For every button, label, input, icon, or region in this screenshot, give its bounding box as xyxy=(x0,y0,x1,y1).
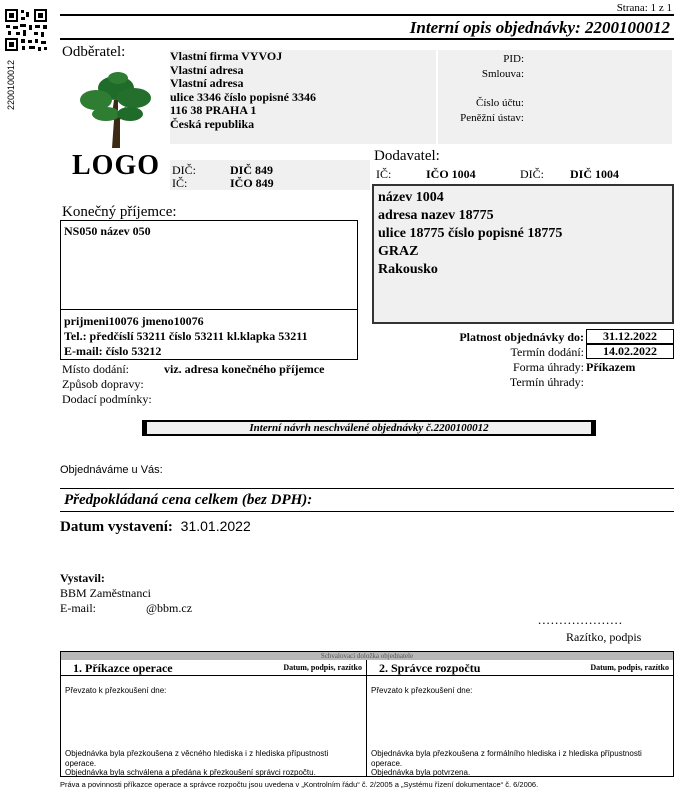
supplier-line: adresa nazev 18775 xyxy=(378,208,494,223)
validity-label: Platnost objednávky do: xyxy=(459,330,584,344)
customer-line: Vlastní adresa xyxy=(170,76,244,90)
stamp-label: Razítko, podpis xyxy=(566,630,642,644)
payment-due-label: Termín úhrady: xyxy=(509,375,584,389)
supplier-label: Dodavatel: xyxy=(374,148,440,164)
approval-col2-body: Převzato k přezkoušení dne: Objednávka byla přezkoušena z formálního hlediska i z hlediska přípustnosti operace. Objednávka byla potvrzena. xyxy=(371,686,642,777)
internal-note-box xyxy=(142,420,596,436)
customer-address xyxy=(170,50,436,144)
title-bar xyxy=(60,14,674,40)
order-intro: Objednáváme u Vás: xyxy=(60,464,163,476)
validity-value: 31.12.2022 xyxy=(586,329,674,344)
stamp-dots: .................... xyxy=(538,612,623,627)
supplier-line: GRAZ xyxy=(378,244,419,259)
issuer-label: Vystavil: xyxy=(60,571,105,585)
approval-col2-title-row: 2. Správce rozpočtu Datum, podpis, razítko xyxy=(367,660,673,676)
bank-label: Peněžní ústav: xyxy=(460,112,524,124)
qr-side-number: 2200100012 xyxy=(6,59,16,110)
transport-label: Způsob dopravy: xyxy=(62,377,144,391)
conditions-label: Dodací podmínky: xyxy=(62,392,152,406)
estimated-price-bar xyxy=(60,488,674,512)
recipient-tel: Tel.: předčíslí 53211 číslo 53211 kl.klapka 53211 xyxy=(64,329,308,343)
customer-line: Česká republika xyxy=(170,116,255,131)
approval-header: Schvalovací doložka objednatele xyxy=(61,652,673,660)
qr-code xyxy=(4,8,48,52)
supplier-line: ulice 18775 číslo popisné 18775 xyxy=(378,226,563,241)
contract-label: Smlouva: xyxy=(481,68,524,80)
customer-line: 116 38 PRAHA 1 xyxy=(170,103,257,117)
logo-text: LOGO xyxy=(72,150,161,181)
payment-label: Forma úhrady: xyxy=(513,360,584,374)
delivery-place-label: Místo dodání: xyxy=(62,362,130,376)
customer-line: ulice 3346 číslo popisné 3346 xyxy=(170,89,317,104)
recipient-divider xyxy=(61,309,357,310)
approval-footer: Práva a povinnosti příkazce operace a správce rozpočtu jsou uvedena v „Kontrolním řádu“ č. 2/2005 a „Systému řízení dokumentace“ č. 6/2006. xyxy=(60,780,539,789)
recipient-name: NS050 název 050 xyxy=(64,224,151,238)
issue-date: Datum vystavení: 31.01.2022 xyxy=(60,518,251,535)
estimated-price-label: Předpokládaná cena celkem (bez DPH): xyxy=(64,492,313,508)
approval-table xyxy=(60,651,674,777)
account-label: Číslo účtu: xyxy=(476,97,524,109)
supplier-address-box xyxy=(372,184,674,324)
customer-line: Vlastní firma VYVOJ xyxy=(170,49,283,63)
issuer-email-label: E-mail: xyxy=(60,601,96,615)
payment-value: Příkazem xyxy=(586,360,636,374)
recipient-box xyxy=(60,220,358,360)
supplier-tax-ids: IČ: IČO 1004 DIČ: DIČ 1004 xyxy=(376,167,620,181)
recipient-contact: prijmeni10076 jmeno10076 xyxy=(64,314,204,328)
tree-logo-icon xyxy=(76,70,154,150)
recipient-label: Konečný příjemce: xyxy=(62,204,177,220)
recipient-email: E-mail: číslo 53212 xyxy=(64,344,162,358)
supplier-line: Rakousko xyxy=(378,262,438,277)
internal-note: Interní návrh neschválené objednávky č.2200100012 xyxy=(249,422,489,434)
customer-label: Odběratel: xyxy=(62,44,126,60)
approval-col1-body: Převzato k přezkoušení dne: Objednávka byla přezkoušena z věcného hlediska i z hlediska přípustnosti operace. Objednávka byla schválena a předána k přezkoušení správci rozpočtu. xyxy=(61,676,367,776)
issuer-name: BBM Zaměstnanci xyxy=(60,586,151,600)
delivery-place-value: viz. adresa konečného příjemce xyxy=(164,362,325,376)
customer-tax-ids: DIČ: DIČ 849 IČ: IČO 849 xyxy=(170,160,370,190)
supplier-line: název 1004 xyxy=(378,190,444,205)
approval-col1-title-row: 1. Příkazce operace Datum, podpis, razítko xyxy=(61,660,367,676)
delivery-date-value: 14.02.2022 xyxy=(586,344,674,359)
delivery-date-label: Termín dodání: xyxy=(510,345,584,359)
pid-label: PID: xyxy=(503,53,524,65)
customer-meta xyxy=(438,50,672,144)
page-title: Interní opis objednávky: 2200100012 xyxy=(409,18,670,37)
page-number: Strana: 1 z 1 xyxy=(616,2,672,14)
customer-line: Vlastní adresa xyxy=(170,62,244,77)
issuer-email-value: @bbm.cz xyxy=(146,601,193,615)
